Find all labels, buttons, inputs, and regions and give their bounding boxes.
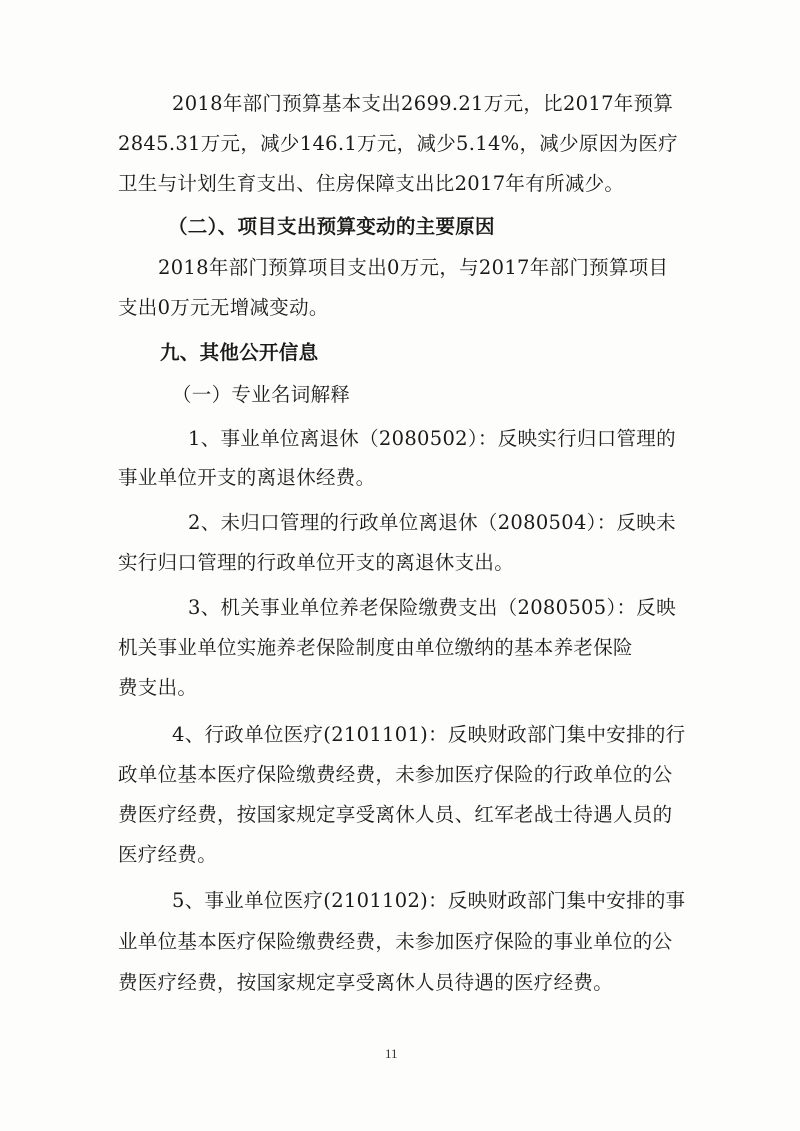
section-project-expenditure-heading: （二）、项目支出预算变动的主要原因: [168, 215, 495, 238]
page-number: 11: [385, 1046, 398, 1061]
term-5-line-3: 费医疗经费，按国家规定享受离休人员待遇的医疗经费。: [118, 971, 614, 994]
term-4-line-4: 医疗经费。: [118, 843, 218, 866]
term-3-line-2: 机关事业单位实施养老保险制度由单位缴纳的基本养老保险: [118, 636, 633, 659]
paragraph-basic-expenditure-line-3: 卫生与计划生育支出、住房保障支出比2017年有所减少。: [118, 172, 625, 195]
chapter-other-info-heading: 九、其他公开信息: [160, 341, 319, 364]
term-5-line-2: 业单位基本医疗保险缴费经费，未参加医疗保险的事业单位的公: [118, 930, 673, 953]
paragraph-basic-expenditure-line-1: 2018年部门预算基本支出2699.21万元，比2017年预算: [172, 92, 674, 115]
term-3-line-3: 费支出。: [118, 676, 198, 699]
term-5-line-1: 5、事业单位医疗(2101102)：反映财政部门集中安排的事: [172, 889, 686, 912]
term-2-line-1: 2、未归口管理的行政单位离退休（2080504）：反映未: [188, 511, 676, 534]
term-2-line-2: 实行归口管理的行政单位开支的离退休支出。: [118, 551, 515, 574]
subsection-terms-heading: （一）专业名词解释: [172, 383, 351, 406]
term-4-line-1: 4、行政单位医疗(2101101)：反映财政部门集中安排的行: [172, 723, 686, 746]
paragraph-project-expenditure-line-1: 2018年部门预算项目支出0万元，与2017年部门预算项目: [158, 256, 669, 279]
term-3-line-1: 3、机关事业单位养老保险缴费支出（2080505）：反映: [188, 596, 676, 619]
term-4-line-2: 政单位基本医疗保险缴费经费，未参加医疗保险的行政单位的公: [118, 763, 673, 786]
term-1-line-2: 事业单位开支的离退休经费。: [118, 466, 376, 489]
term-1-line-1: 1、事业单位离退休（2080502）：反映实行归口管理的: [188, 427, 676, 450]
paragraph-project-expenditure-line-2: 支出0万元无增减变动。: [118, 296, 329, 319]
paragraph-basic-expenditure-line-2: 2845.31万元，减少146.1万元，减少5.14%，减少原因为医疗: [118, 132, 678, 155]
term-4-line-3: 费医疗经费，按国家规定享受离休人员、红军老战士待遇人员的: [118, 803, 673, 826]
